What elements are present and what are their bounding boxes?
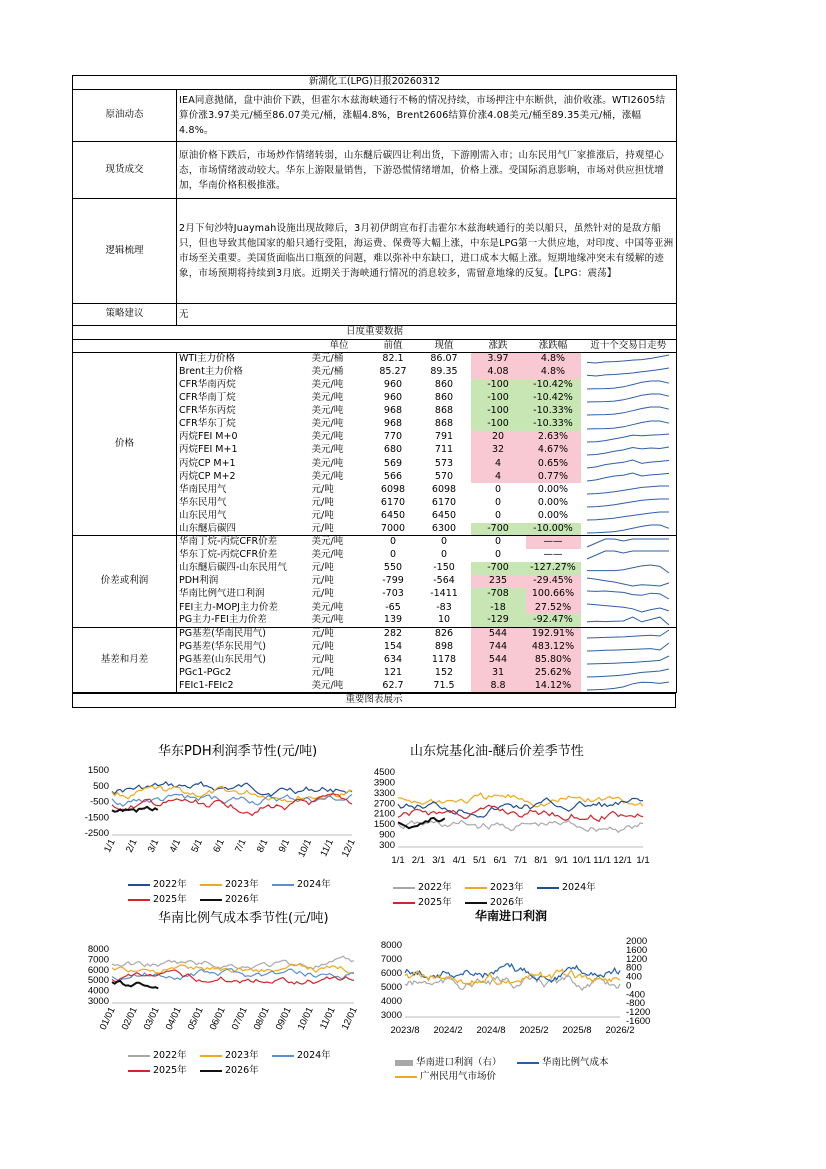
row-pct: 2.63% [526, 431, 581, 444]
legend-label: 2025年 [153, 894, 187, 905]
row-name: 华南丁烷-丙烷CFR价差 [177, 536, 310, 549]
row-name: CFR华东丙烷 [179, 405, 236, 417]
row-name: FEI主力-MOPJ主力价差 [179, 601, 278, 613]
row-name: 丙烷FEI M+1 [179, 444, 238, 456]
row-pct: -10.42% [526, 379, 581, 392]
x-tick-label: 4/1 [167, 837, 184, 855]
row-unit: 美元/桶 [311, 365, 344, 377]
legend-label: 广州民用气市场价 [420, 1071, 497, 1082]
x-tick-label: 2024/2 [433, 1025, 463, 1036]
legend-swatch [517, 1062, 539, 1064]
row-pct: 483.12% [526, 641, 581, 654]
section-text: 2月下旬沙特Juaymah设施出现故障后，3月初伊朗宣布打击霍尔木兹海峡通行的美以船只，虽然针对的是敌方船只，但也导致其他国家的船只通行受阻，海运费、保费等大幅上涨，中东是LPG第一大供应地，对印度、中国等亚洲市场至关重要。美国货面临出口瓶颈的问题，难以弥补中东缺口，进口成本大幅上涨。短期地缘冲突未有缓解的迹象，市场预期将持续到3月底。近期关于海峡通行情况的消息较多，需留意地缘的反复。【LPG：震荡】 [177, 199, 677, 304]
row-chg: 20 [471, 431, 526, 444]
legend-label: 2024年 [562, 882, 596, 893]
row-name: PDH利润 [179, 575, 219, 587]
row-chg: 4 [471, 457, 526, 470]
row-unit: 元/吨 [311, 496, 334, 508]
x-tick-label: 1/1 [636, 855, 650, 866]
legend-label: 2023年 [225, 1050, 259, 1061]
x-tick-label: 05/01 [185, 1005, 206, 1032]
row-pct: 0.77% [526, 470, 581, 483]
x-tick-label: 2025/2 [519, 1025, 549, 1036]
y-tick-label: 3900 [373, 777, 395, 789]
x-tick-label: 3/1 [145, 837, 162, 855]
x-tick-label: 7/1 [513, 855, 528, 866]
x-tick-label: 1/1 [102, 837, 118, 855]
row-pct: -10.42% [526, 392, 581, 405]
row-curr: 570 [434, 470, 454, 482]
y-tick-label: 1500 [87, 765, 109, 776]
x-tick-label: 2023/8 [390, 1025, 420, 1036]
section-label: 原油动态 [73, 90, 177, 142]
row-pct: 27.52% [526, 601, 581, 614]
y-tick-label: 8000 [380, 940, 402, 951]
row-pct: 192.91% [526, 627, 581, 640]
x-tick-label: 8/1 [534, 855, 548, 866]
x-tick-label: 11/01 [317, 1005, 338, 1032]
group-label: 基差和月差 [73, 627, 177, 692]
x-tick-label: 08/01 [251, 1005, 272, 1032]
row-pct: 0.65% [526, 457, 581, 470]
chart-title: 华东PDH利润季节性(元/吨) [158, 744, 318, 759]
row-curr: 868 [434, 418, 454, 430]
y-tick-label: 500 [93, 780, 109, 792]
x-tick-label: 5/1 [473, 855, 487, 866]
y-tick-label: 6000 [87, 964, 109, 976]
x-tick-label: 9/1 [276, 837, 293, 855]
row-pct: 25.62% [526, 667, 581, 680]
x-tick-label: 6/1 [211, 837, 227, 855]
row-prev: 770 [383, 431, 403, 443]
y-tick-label: 3000 [87, 996, 109, 1007]
x-tick-label: 11/1 [318, 837, 336, 859]
y2-tick-label: 1600 [626, 944, 648, 956]
chart-title: 华南进口利润 [475, 909, 548, 923]
legend-label: 2024年 [297, 1050, 331, 1061]
y-tick-label: 5000 [87, 975, 109, 987]
row-curr: 10 [437, 614, 451, 626]
legend-label: 2022年 [418, 882, 452, 893]
row-prev: 62.7 [382, 679, 404, 691]
row-unit: 元/吨 [311, 588, 334, 600]
x-tick-label: 10/1 [572, 855, 591, 866]
legend-item [517, 1054, 609, 1068]
row-name: CFR华南丙烷 [179, 378, 236, 390]
y-tick-label: -1500 [84, 812, 109, 824]
x-tick-label: 2026/2 [605, 1025, 635, 1036]
x-tick-label: 07/01 [229, 1005, 250, 1032]
row-pct: 14.12% [526, 680, 581, 693]
y-tick-label: 5000 [380, 982, 402, 993]
y-tick-label: 4000 [87, 985, 109, 997]
row-curr: 6170 [431, 496, 457, 508]
row-unit: 美元/吨 [311, 431, 344, 443]
y-tick-label: 6000 [380, 968, 402, 979]
row-chg: -100 [471, 418, 526, 431]
y2-tick-label: 400 [626, 971, 642, 983]
row-curr: 0 [440, 549, 448, 561]
row-unit: 美元/吨 [311, 601, 344, 613]
x-tick-label: 2/1 [123, 837, 140, 855]
row-name: 山东醚后碳四 [179, 522, 237, 534]
row-name: FEIc1-FEIc2 [179, 679, 234, 691]
y2-tick-label: 0 [626, 980, 632, 992]
row-curr: -1411 [430, 588, 458, 600]
y-tick-label: 8000 [87, 944, 109, 955]
row-name: 华东丁烷-丙烷CFR价差 [179, 549, 278, 561]
row-chg: 235 [471, 575, 526, 588]
chart-title: 华南比例气成本季节性(元/吨) [158, 911, 329, 926]
y-tick-label: 900 [379, 829, 395, 841]
row-unit: 美元/吨 [311, 614, 344, 626]
y2-tick-label: -800 [626, 998, 646, 1010]
legend-label: 2022年 [153, 879, 187, 890]
row-prev: -799 [382, 575, 404, 587]
row-name: 丙烷CP M+2 [179, 470, 236, 482]
row-unit: 美元/吨 [311, 405, 344, 417]
row-pct: -127.27% [526, 562, 581, 575]
col-trend: 近十个交易日走势 [590, 339, 667, 351]
x-tick-label: 10/1 [296, 837, 315, 860]
row-chg: 31 [471, 667, 526, 680]
legend-swatch [395, 1060, 413, 1066]
row-name: Brent主力价格 [179, 365, 243, 377]
row-prev: -65 [385, 601, 401, 613]
row-unit: 元/吨 [311, 640, 334, 652]
row-pct: 0.00% [537, 509, 569, 521]
row-unit: 美元/吨 [311, 457, 344, 469]
row-prev: 139 [383, 614, 403, 626]
y-tick-label: 4500 [373, 767, 395, 778]
row-name: 华南比例气进口利润 [179, 588, 265, 600]
x-tick-label: 01/01 [97, 1005, 118, 1032]
x-tick-label: 12/01 [339, 1005, 360, 1032]
y-tick-label: 4000 [380, 996, 402, 1007]
col-chg: 涨跌 [488, 339, 508, 351]
row-prev: 566 [383, 470, 403, 482]
row-name: 丙烷FEI M+0 [179, 431, 238, 443]
row-name: PGc1-PGc2 [179, 667, 232, 679]
y2-tick-label: -1200 [626, 1007, 651, 1019]
row-name: 山东民用气 [179, 509, 227, 521]
row-unit: 美元/吨 [311, 392, 344, 404]
legend-label: 华南比例气成本 [542, 1057, 609, 1068]
y-tick-label: -2500 [84, 828, 109, 839]
x-tick-label: 12/1 [613, 855, 632, 866]
row-prev: 960 [383, 392, 403, 404]
y-tick-label: 2700 [373, 798, 395, 810]
row-pct: -10.33% [526, 418, 581, 431]
legend-item [395, 1054, 502, 1068]
row-chg: 0 [494, 483, 502, 495]
row-unit: 元/吨 [311, 522, 334, 534]
y2-tick-label: -400 [626, 989, 646, 1001]
row-unit: 元/吨 [311, 483, 334, 495]
legend-label: 2026年 [225, 894, 259, 905]
report-title: 新湖化工(LPG)日报20260312 [73, 76, 677, 90]
row-chg: 0 [494, 496, 502, 508]
row-curr: 791 [434, 431, 454, 443]
row-unit: 元/吨 [311, 653, 334, 665]
row-prev: 6170 [380, 496, 406, 508]
y2-tick-label: 2000 [626, 936, 648, 947]
row-curr: 0 [418, 536, 471, 549]
y2-tick-label: 800 [626, 962, 642, 974]
row-pct: -92.47% [526, 614, 581, 627]
row-name: PG主力-FEI主力价差 [179, 614, 267, 626]
row-chg: 0 [494, 549, 502, 561]
row-pct: -29.45% [526, 575, 581, 588]
row-unit: 元/吨 [311, 667, 334, 679]
x-tick-label: 6/1 [493, 855, 507, 866]
row-chg: 544 [471, 654, 526, 667]
row-prev: 0 [389, 549, 397, 561]
row-unit: 美元/吨 [311, 679, 344, 691]
row-curr: 89.35 [430, 365, 458, 377]
section-text: 原油价格下跌后，市场炒作情绪转弱，山东醚后碳四让利出货，下游刚需入市；山东民用气厂家推涨后，持观望心态，市场情绪波动较大。华东上游限量销售，下游恐慌情绪增加，价格上涨。受国际消息影响，市场对供应担忧增加，华南价格积极推涨。 [177, 142, 677, 199]
row-unit: 美元/吨 [311, 549, 344, 561]
row-name: PG基差(华南民用气) [177, 627, 310, 640]
x-tick-label: 10/01 [295, 1005, 316, 1032]
row-pct: 0.00% [537, 496, 569, 508]
legend-swatch [395, 1076, 417, 1078]
row-curr: 86.07 [418, 353, 471, 366]
row-prev: 154 [383, 640, 403, 652]
section-label: 逻辑梳理 [73, 199, 177, 304]
row-curr: -83 [436, 601, 452, 613]
x-tick-label: 11/1 [593, 855, 612, 866]
row-curr: 1178 [431, 653, 457, 665]
x-tick-label: 4/1 [452, 855, 466, 866]
x-tick-label: 3/1 [432, 855, 446, 866]
col-pct: 涨跌幅 [538, 339, 568, 351]
row-name: 丙烷CP M+1 [179, 457, 236, 469]
row-curr: 6300 [431, 522, 457, 534]
x-tick-label: 7/1 [233, 837, 249, 855]
y-tick-label: 7000 [87, 954, 109, 966]
row-curr: 6450 [431, 509, 457, 521]
row-unit: 元/吨 [311, 562, 334, 574]
legend-label: 2026年 [225, 1065, 259, 1076]
row-curr: -150 [433, 562, 455, 574]
chart-title: 山东烷基化油-醚后价差季节性 [410, 744, 584, 759]
x-tick-label: 03/01 [141, 1005, 162, 1032]
legend-label: 2023年 [225, 879, 259, 890]
row-prev: 282 [369, 627, 418, 640]
col-curr: 现值 [434, 339, 454, 351]
row-chg: -129 [471, 614, 526, 627]
legend-label: 2024年 [297, 879, 331, 890]
row-pct: —— [526, 536, 581, 549]
row-curr: 71.5 [433, 679, 455, 691]
row-name: PG基差(山东民用气) [179, 653, 267, 665]
row-chg: 8.8 [471, 680, 526, 693]
row-pct: 85.80% [526, 654, 581, 667]
row-prev: 550 [383, 562, 403, 574]
row-chg: -708 [471, 588, 526, 601]
row-unit: 美元/吨 [311, 470, 344, 482]
row-pct: 4.8% [526, 366, 581, 379]
row-prev: 121 [383, 667, 403, 679]
row-curr: 868 [434, 405, 454, 417]
row-unit: 美元/吨 [310, 536, 369, 549]
row-name: 山东醚后碳四-山东民用气 [179, 562, 287, 574]
row-prev: 960 [383, 378, 403, 390]
row-unit: 美元/桶 [310, 353, 369, 366]
charts-title: 重要图表展示 [73, 694, 676, 708]
row-unit: 元/吨 [310, 627, 369, 640]
group-label: 价格 [73, 353, 177, 536]
row-name: WTI主力价格 [177, 353, 310, 366]
y-tick-label: 2100 [373, 808, 395, 820]
y-tick-label: -500 [89, 796, 109, 808]
row-name: CFR华东丁烷 [179, 418, 236, 430]
row-prev: -703 [382, 588, 404, 600]
group-label: 价差或利润 [73, 536, 177, 628]
row-chg: -700 [471, 562, 526, 575]
row-name: 华东民用气 [179, 496, 227, 508]
row-pct: 0.00% [537, 483, 569, 495]
row-chg: 32 [471, 444, 526, 457]
row-curr: 860 [434, 378, 454, 390]
row-curr: -564 [433, 575, 455, 587]
x-tick-label: 09/01 [273, 1005, 294, 1032]
section-text: 无 [177, 304, 677, 326]
row-unit: 元/吨 [311, 509, 334, 521]
x-tick-label: 2/1 [411, 855, 426, 866]
y-tick-label: 1500 [373, 819, 395, 831]
legend-label: 2025年 [418, 897, 452, 908]
row-pct: 4.8% [526, 353, 581, 366]
x-tick-label: 02/01 [119, 1005, 140, 1032]
legend-label: 2026年 [490, 897, 524, 908]
row-curr: 6098 [431, 483, 457, 495]
row-prev: 6450 [380, 509, 406, 521]
row-pct: —— [543, 549, 563, 561]
row-curr: 898 [434, 640, 454, 652]
row-pct: -10.33% [526, 405, 581, 418]
legend-label: 2023年 [490, 882, 524, 893]
x-tick-label: 5/1 [189, 837, 205, 855]
legend-item [395, 1068, 496, 1082]
legend-label: 2025年 [153, 1065, 187, 1076]
section-label: 现货成交 [73, 142, 177, 199]
x-tick-label: 8/1 [254, 837, 271, 855]
row-chg: 544 [471, 627, 526, 640]
row-pct: -10.00% [526, 523, 581, 536]
row-chg: 4.08 [471, 366, 526, 379]
row-unit: 美元/吨 [311, 418, 344, 430]
col-unit: 单位 [329, 339, 349, 351]
row-chg: -100 [471, 379, 526, 392]
y2-tick-label: -1600 [626, 1016, 651, 1027]
y-tick-label: 3300 [373, 787, 395, 799]
row-chg: -100 [471, 392, 526, 405]
y-tick-label: 300 [379, 840, 395, 851]
row-chg: 744 [471, 641, 526, 654]
row-name: 华南民用气 [179, 483, 227, 495]
row-pct: 100.66% [526, 588, 581, 601]
row-pct: 4.67% [526, 444, 581, 457]
row-curr: 711 [434, 444, 454, 456]
row-name: CFR华南丁烷 [179, 392, 236, 404]
y-tick-label: 3000 [380, 1010, 402, 1021]
col-prev: 前值 [383, 339, 403, 351]
x-tick-label: 2024/8 [476, 1025, 506, 1036]
x-tick-label: 12/1 [339, 837, 358, 860]
row-chg: 4 [471, 470, 526, 483]
x-tick-label: 2025/8 [562, 1025, 592, 1036]
row-prev: 569 [383, 457, 403, 469]
row-curr: 573 [434, 457, 454, 469]
legend-label: 2022年 [153, 1050, 187, 1061]
row-chg: -700 [471, 523, 526, 536]
x-tick-label: 06/01 [207, 1005, 228, 1032]
row-unit: 美元/吨 [311, 378, 344, 390]
row-curr: 826 [418, 627, 471, 640]
row-prev: 0 [369, 536, 418, 549]
row-prev: 634 [383, 653, 403, 665]
row-curr: 860 [434, 392, 454, 404]
x-tick-label: 9/1 [554, 855, 568, 866]
row-chg: 0 [494, 509, 502, 521]
row-chg: 0 [471, 536, 526, 549]
row-prev: 85.27 [379, 365, 407, 377]
row-chg: 3.97 [471, 353, 526, 366]
row-prev: 82.1 [369, 353, 418, 366]
row-prev: 968 [383, 418, 403, 430]
x-tick-label: 1/1 [391, 855, 405, 866]
daily-title: 日度重要数据 [73, 326, 677, 339]
legend-label: 华南进口利润（右） [416, 1057, 502, 1068]
y2-tick-label: 1200 [626, 953, 648, 965]
section-text: IEA同意抛储，盘中油价下跌，但霍尔木兹海峡通行不畅的情况持续，市场押注中东断供，油价收涨。WTI2605结算价涨3.97美元/桶至86.07美元/桶，涨幅4.8%，Brent2606结算价涨4.08美元/桶至89.35美元/桶，涨幅4.8%。 [177, 90, 677, 142]
row-prev: 7000 [380, 522, 406, 534]
row-name: PG基差(华东民用气) [179, 640, 267, 652]
x-tick-label: 04/01 [163, 1005, 184, 1032]
y-tick-label: 7000 [380, 954, 402, 965]
section-label: 策略建议 [73, 304, 177, 326]
row-unit: 美元/吨 [311, 444, 344, 456]
row-prev: 968 [383, 405, 403, 417]
row-prev: 6098 [380, 483, 406, 495]
row-unit: 元/吨 [311, 575, 334, 587]
row-prev: 680 [383, 444, 403, 456]
row-chg: -100 [471, 405, 526, 418]
row-curr: 152 [434, 667, 454, 679]
row-chg: -18 [471, 601, 526, 614]
